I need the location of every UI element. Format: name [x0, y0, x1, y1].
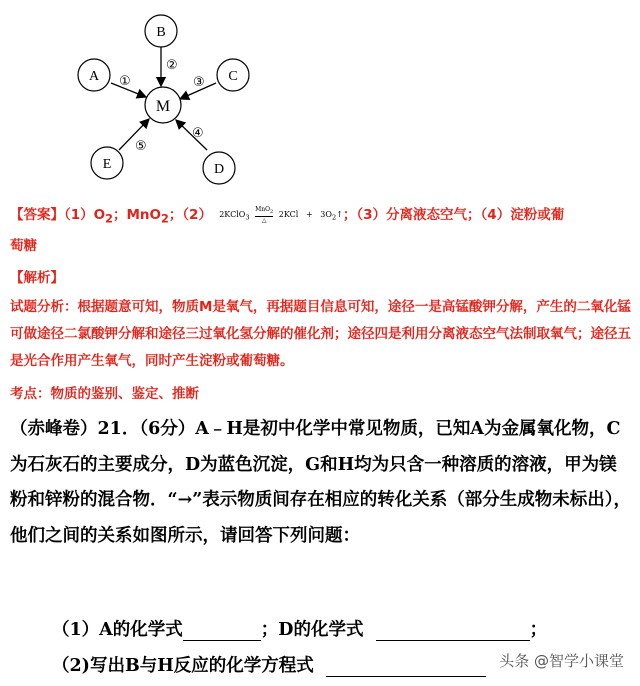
route-label-4: ④: [192, 126, 204, 141]
question-1: [52, 616, 547, 641]
answer-part2: ；（2）: [168, 207, 212, 223]
route-label-5: ⑤: [135, 139, 147, 154]
q1-d-blank[interactable]: [376, 622, 530, 641]
node-m-label: M: [155, 98, 171, 115]
q2-blank[interactable]: [326, 658, 486, 677]
eq-right1: 2KCl: [278, 210, 299, 219]
q1-sep: ；D的化学式: [260, 620, 364, 640]
answer-line-2: 萄糖: [10, 238, 37, 254]
problem-statement: （赤峰卷）21．（6分）A﹣H是初中化学中常见物质，已知A为金属氧化物，C为石灰石的主要成分，D为蓝色沉淀，G和H均为只含一种溶质的溶液，甲为镁粉和锌粉的混合物．“→”表示物质间存在相应的转化关系（部分生成物未标出），他们之间的关系如图所示，请回答下列问题：: [10, 419, 632, 546]
route-label-2: ②: [166, 58, 178, 73]
answer-sub2: 2: [160, 212, 169, 226]
node-e-label: E: [102, 157, 112, 172]
chemical-equation: [217, 206, 343, 224]
q1-end: ；: [529, 620, 548, 640]
analysis-text: 试题分析：根据题意可知，物质M是氧气，再据题目信息可知，途径一是高锰酸钾分解，产生的二氧化锰可做途径二氯酸钾分解和途径三过氧化氢分解的催化剂；途径四是利用分离液态空气法制取氧气；途径五是光合作用产生氧气，同时产生淀粉或葡萄糖。: [10, 299, 631, 369]
reaction-pathway-diagram: [0, 0, 270, 195]
eq-right2: 3O: [320, 210, 332, 219]
q2-label: （2)写出B与H反应的化学方程式: [52, 656, 314, 676]
node-b-label: B: [156, 25, 166, 40]
eq-left: 2KClO: [219, 210, 246, 219]
question-2: [52, 652, 486, 677]
answer-line: [10, 203, 564, 226]
route-label-3: ③: [193, 75, 205, 90]
eq-condition: [255, 206, 273, 224]
answer-sub1: 2: [105, 212, 113, 226]
node-a-label: A: [88, 69, 100, 84]
eq-up-arrow: ↑: [336, 210, 343, 219]
watermark: 头条 @智学小课堂: [499, 652, 624, 670]
answer-tag: 【答案】: [10, 207, 64, 223]
eq-cond-bottom: △: [261, 217, 267, 225]
node-c-label: C: [228, 69, 238, 84]
eq-left-sub: 3: [245, 213, 250, 222]
answer-part3: ；（3）分离液态空气；（4）淀粉或葡: [342, 207, 565, 223]
eq-plus: +: [305, 210, 313, 219]
node-d-label: D: [213, 162, 225, 177]
route-label-1: ①: [119, 74, 131, 89]
q1-a-label: （1）A的化学式: [52, 620, 183, 640]
q1-a-blank[interactable]: [183, 622, 261, 641]
eq-cond-top-sub: 2: [270, 209, 274, 216]
eq-cond-top: MnO: [255, 205, 271, 213]
answer-sep: ；MnO: [112, 207, 161, 223]
analysis-tag: 【解析】: [10, 270, 64, 286]
answer-part1: （1）O: [64, 207, 106, 223]
kaodian-text: 考点：物质的鉴别、鉴定、推断: [10, 386, 199, 402]
eq-right2-sub: 2: [331, 213, 337, 222]
